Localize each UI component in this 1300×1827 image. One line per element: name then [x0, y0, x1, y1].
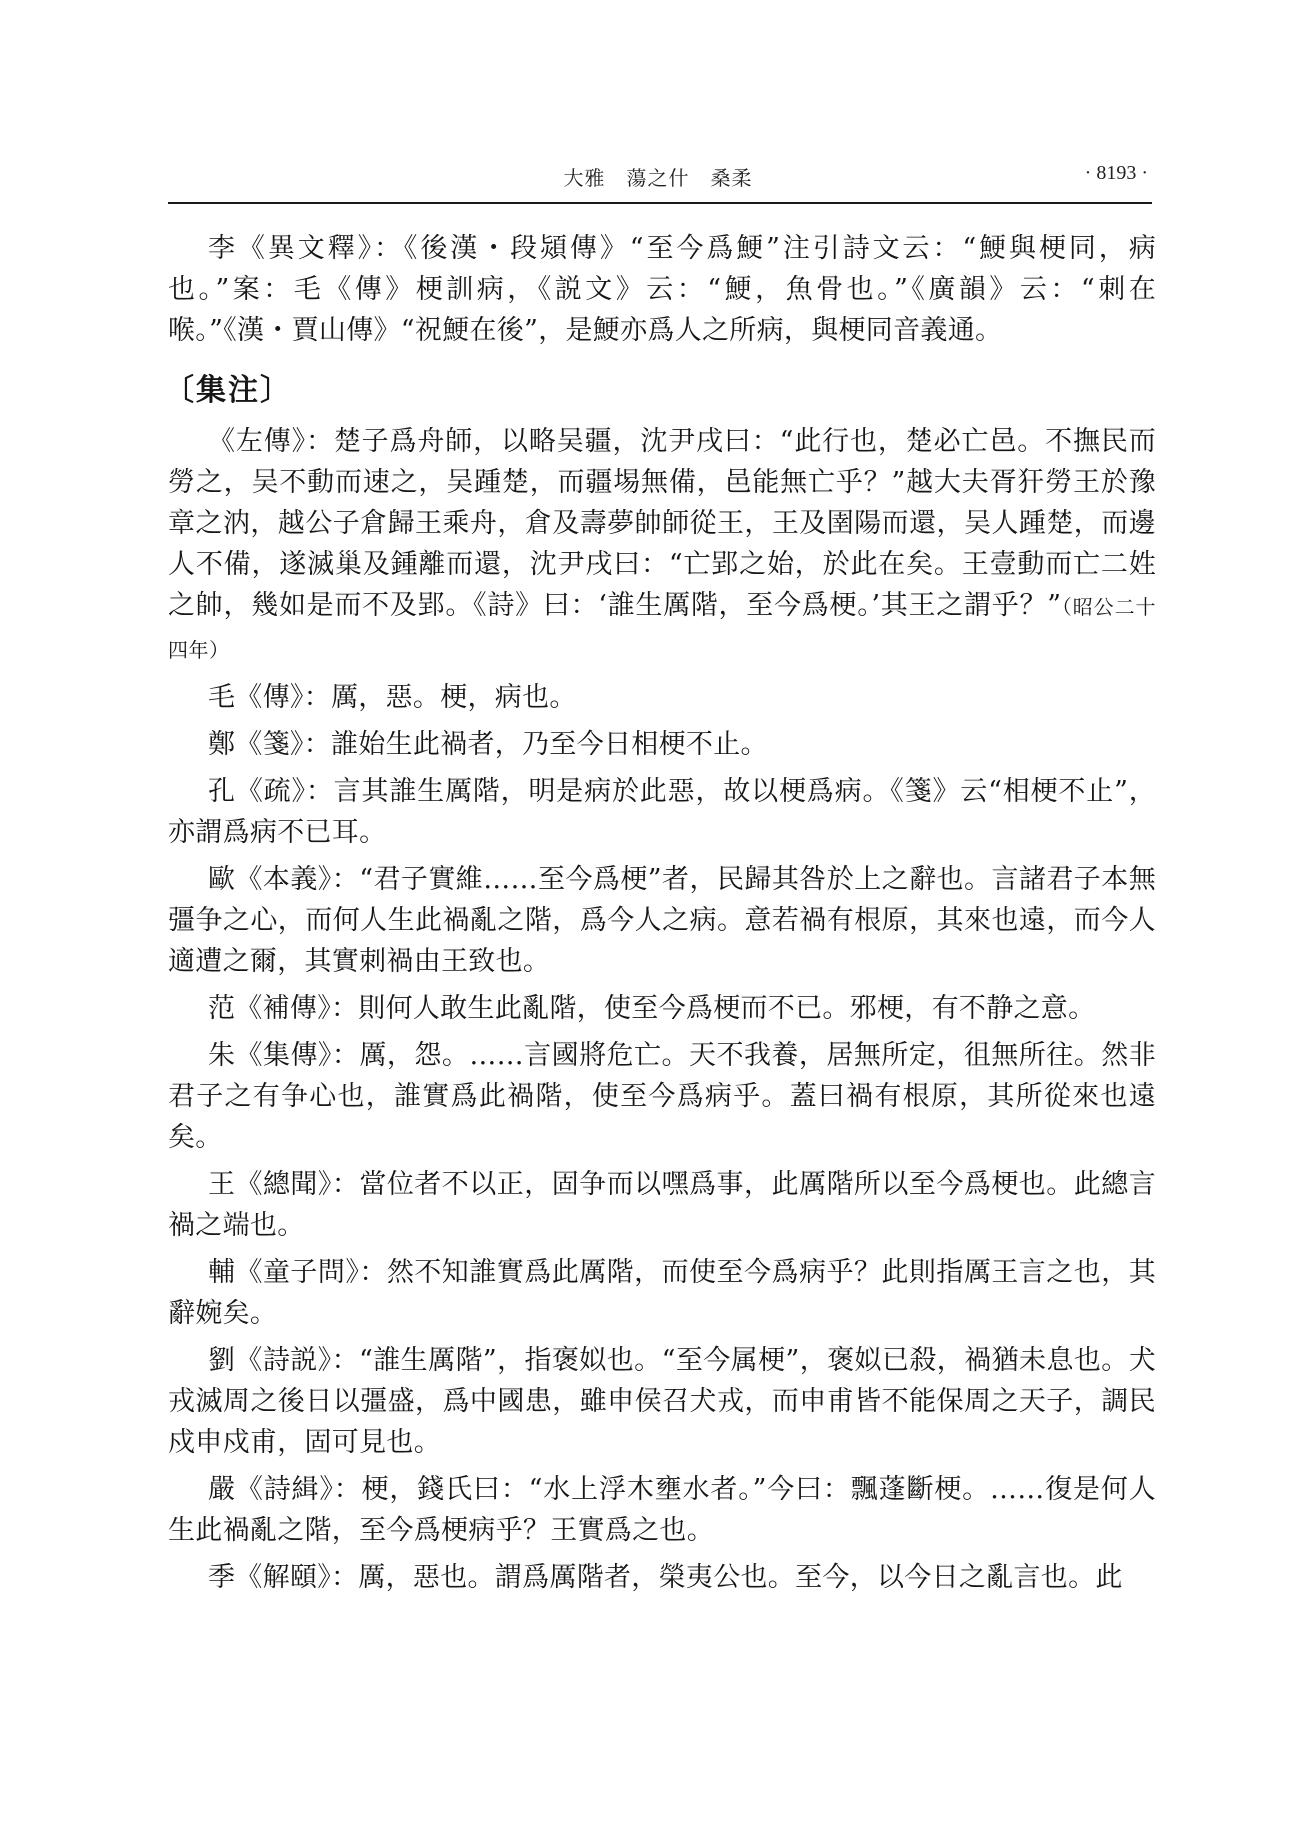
paragraph-text: 《左傳》：楚子爲舟師，以略吴疆，沈尹戌曰：“此行也，楚必亡邑。不撫民而勞之，吴不動而速之，吴踵楚，而疆埸無備，邑能無亡乎？”越大夫胥犴勞王於豫章之汭，越公子倉歸王乘舟，倉及壽夢帥師從王，王及圉陽而還，吴人踵楚，而邊人不備，遂滅巢及鍾離而還，沈尹戌曰：“亡郢之始，於此在矣。王壹動而亡二姓之帥，幾如是而不及郢。《詩》曰：‘誰生厲階，至今爲梗。’其王之謂乎？” — [168, 426, 1156, 621]
page-number: · 8193 · — [1084, 162, 1148, 184]
section-heading: 〔集注〕 — [164, 373, 292, 408]
commentary-paragraph: 孔《疏》：言其誰生厲階，明是病於此惡，故以梗爲病。《箋》云“相梗不止”，亦謂爲病不已耳。 — [168, 776, 1156, 848]
commentary-paragraph-zuozhuan — [168, 421, 1156, 671]
commentary-paragraph: 輔《童子問》：然不知誰實爲此厲階，而使至今爲病乎？此則指厲王言之也，其辭婉矣。 — [168, 1257, 1156, 1329]
running-title: 大雅 蕩之什 桑柔 — [563, 166, 753, 190]
intro-paragraph: 李《異文釋》：《後漢・段熲傳》“至今爲鯁”注引詩文云：“鯁與梗同，病也。”案：毛《傳》梗訓病，《説文》云：“鯁，魚骨也。”《廣韻》云：“刺在喉。”《漢・賈山傳》“祝鯁在後”，是鯁亦爲人之所病，與梗同音義通。 — [168, 233, 1156, 346]
commentary-paragraph: 王《總聞》：當位者不以正，固争而以嘿爲事，此厲階所以至今爲梗也。此總言禍之端也。 — [168, 1169, 1156, 1241]
commentary-paragraph: 季《解頤》：厲，惡也。謂爲厲階者，榮夷公也。至今，以今日之亂言也。此 — [208, 1562, 1123, 1593]
page-body — [164, 228, 1157, 1604]
commentary-paragraph: 毛《傳》：厲，惡。梗，病也。 — [208, 682, 577, 713]
commentary-paragraph: 歐《本義》：“君子實維……至今爲梗”者，民歸其咎於上之辭也。言諸君子本無彊争之心，而何人生此禍亂之階，爲今人之病。意若禍有根原，其來也遠，而今人適遭之爾，其實刺禍由王致也。 — [168, 864, 1156, 977]
header-rule — [168, 202, 1152, 204]
source-note: （昭公二十四年） — [168, 595, 1157, 662]
running-header — [168, 158, 1148, 198]
commentary-paragraph: 劉《詩説》：“誰生厲階”，指褒姒也。“至今属梗”，褒姒已殺，禍猶未息也。犬戎滅周之後日以彊盛，爲中國患，雖申侯召犬戎，而申甫皆不能保周之天子，調民戍申戍甫，固可見也。 — [168, 1345, 1156, 1458]
commentary-paragraph: 嚴《詩緝》：梗，錢氏曰：“水上浮木壅水者。”今曰：飄蓬斷梗。……復是何人生此禍亂之階，至今爲梗病乎？王實爲之也。 — [168, 1474, 1156, 1546]
commentary-paragraph: 朱《集傳》：厲，怨。……言國將危亡。天不我養，居無所定，徂無所往。然非君子之有争心也，誰實爲此禍階，使至今爲病乎。蓋曰禍有根原，其所從來也遠矣。 — [168, 1040, 1156, 1153]
commentary-paragraph: 范《補傳》：則何人敢生此亂階，使至今爲梗而不已。邪梗，有不静之意。 — [208, 993, 1096, 1024]
commentary-paragraph: 鄭《箋》：誰始生此禍者，乃至今日相梗不止。 — [208, 729, 768, 760]
